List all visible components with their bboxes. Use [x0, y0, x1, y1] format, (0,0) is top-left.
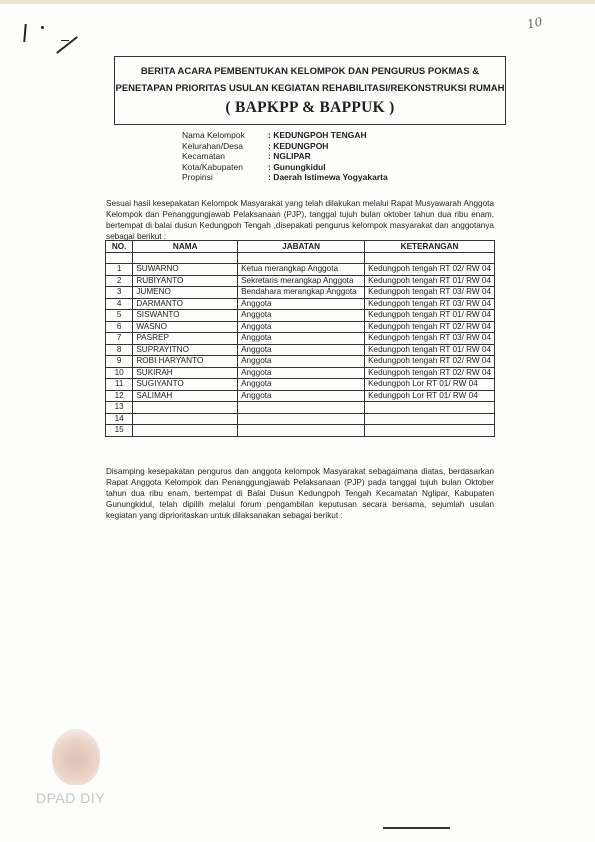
cell-keterangan: Kedungpoh tengah RT 02/ RW 04: [365, 321, 495, 333]
table-row: [106, 390, 495, 402]
identity-label: Nama Kelompok: [182, 130, 245, 140]
cell-keterangan: Kedungpoh tengah RT 02/ RW 04: [365, 367, 495, 379]
signature-line: [383, 827, 450, 829]
cell-jabatan: Anggota: [238, 333, 365, 345]
table-row: [106, 344, 495, 356]
title-line-2: PENETAPAN PRIORITAS USULAN KEGIATAN REHABILITASI/REKONSTRUKSI RUMAH: [115, 83, 505, 94]
table-spacer-row: [106, 253, 495, 264]
cell-keterangan: Kedungpoh tengah RT 02/ RW 04: [365, 356, 495, 368]
table-row: [106, 298, 495, 310]
cell-no: 13: [106, 402, 133, 414]
cell-no: 11: [106, 379, 133, 391]
cell-nama: ROBI HARYANTO: [133, 356, 238, 368]
spacer-cell: [106, 253, 133, 264]
document-title-box: [114, 56, 506, 125]
cell-no: 9: [106, 356, 133, 368]
cell-jabatan: Anggota: [238, 298, 365, 310]
members-table: [105, 240, 495, 437]
cell-keterangan: Kedungpoh tengah RT 03/ RW 04: [365, 298, 495, 310]
pen-mark: [23, 24, 27, 42]
spacer-cell: [133, 253, 238, 264]
cell-no: 2: [106, 275, 133, 287]
identity-label: Kecamatan: [182, 151, 225, 161]
cell-jabatan: Anggota: [238, 321, 365, 333]
title-line-1: BERITA ACARA PEMBENTUKAN KELOMPOK DAN PENGURUS POKMAS &: [140, 66, 480, 77]
cell-no: 1: [106, 264, 133, 276]
table-row: [106, 413, 495, 425]
cell-no: 7: [106, 333, 133, 345]
identity-value: : NGLIPAR: [268, 151, 311, 161]
cell-no: 12: [106, 390, 133, 402]
cell-no: 3: [106, 287, 133, 299]
cell-no: 15: [106, 425, 133, 437]
cell-jabatan: Anggota: [238, 390, 365, 402]
agreement-paragraph: [106, 198, 494, 242]
spacer-cell: [238, 253, 365, 264]
page-number: 10: [525, 14, 544, 32]
cell-nama: WASNO: [133, 321, 238, 333]
cell-nama: SUKIRAH: [133, 367, 238, 379]
table-row: [106, 425, 495, 437]
cell-nama: [133, 413, 238, 425]
header-jabatan: JABATAN: [238, 241, 365, 253]
cell-jabatan: Ketua merangkap Anggota: [238, 264, 365, 276]
identity-label: Propinsi: [182, 172, 213, 182]
table-row: [106, 321, 495, 333]
cell-keterangan: [365, 402, 495, 414]
identity-label: Kelurahan/Desa: [182, 140, 243, 151]
archive-watermark: DPAD DIY: [36, 790, 106, 806]
identity-value: : KEDUNGPOH TENGAH: [268, 130, 367, 140]
cell-no: 10: [106, 367, 133, 379]
table-row: [106, 402, 495, 414]
table-header-row: [106, 241, 495, 253]
cell-no: 8: [106, 344, 133, 356]
page-top-edge: [0, 0, 595, 4]
cell-nama: SUPRAYITNO: [133, 344, 238, 356]
cell-jabatan: [238, 413, 365, 425]
cell-nama: [133, 402, 238, 414]
cell-keterangan: Kedungpoh Lor RT 01/ RW 04: [365, 390, 495, 402]
cell-keterangan: Kedungpoh tengah RT 01/ RW 04: [365, 275, 495, 287]
identity-row: [182, 141, 388, 152]
cell-keterangan: Kedungpoh tengah RT 01/ RW 04: [365, 344, 495, 356]
identity-row: [182, 130, 388, 141]
table-row: [106, 379, 495, 391]
identity-row: [182, 162, 388, 173]
identity-row: [182, 172, 388, 183]
cell-jabatan: Sekretaris merangkap Anggota: [238, 275, 365, 287]
table-row: [106, 310, 495, 322]
identity-label: Kota/Kabupaten: [182, 161, 243, 172]
cell-jabatan: Anggota: [238, 356, 365, 368]
group-identity: [182, 130, 388, 183]
cell-jabatan: [238, 402, 365, 414]
table-row: [106, 356, 495, 368]
table-row: [106, 264, 495, 276]
cell-jabatan: Anggota: [238, 344, 365, 356]
cell-keterangan: [365, 413, 495, 425]
cell-keterangan: Kedungpoh tengah RT 01/ RW 04: [365, 310, 495, 322]
identity-value: : Gunungkidul: [268, 161, 326, 172]
yogyakarta-seal-icon: [52, 729, 100, 785]
header-no: NO.: [106, 241, 133, 253]
table-row: [106, 333, 495, 345]
identity-row: [182, 151, 388, 162]
header-nama: NAMA: [133, 241, 238, 253]
pen-mark: [56, 36, 78, 54]
cell-keterangan: Kedungpoh tengah RT 03/ RW 04: [365, 333, 495, 345]
cell-nama: SALIMAH: [133, 390, 238, 402]
cell-no: 14: [106, 413, 133, 425]
cell-nama: PASREP: [133, 333, 238, 345]
pen-mark: [61, 40, 69, 41]
cell-no: 6: [106, 321, 133, 333]
identity-value: : KEDUNGPOH: [268, 140, 329, 151]
cell-nama: [133, 425, 238, 437]
cell-jabatan: [238, 425, 365, 437]
identity-value: : Daerah Istimewa Yogyakarta: [268, 172, 388, 182]
cell-nama: DARMANTO: [133, 298, 238, 310]
cell-keterangan: Kedungpoh tengah RT 03/ RW 04: [365, 287, 495, 299]
cell-nama: SUGIYANTO: [133, 379, 238, 391]
table-row: [106, 287, 495, 299]
table-row: [106, 367, 495, 379]
cell-keterangan: Kedungpoh tengah RT 02/ RW 04: [365, 264, 495, 276]
cell-nama: SUWARNO: [133, 264, 238, 276]
pen-mark: [41, 26, 44, 29]
table-row: [106, 275, 495, 287]
cell-no: 5: [106, 310, 133, 322]
cell-nama: JUMENO: [133, 287, 238, 299]
agreement-paragraph-text: Sesuai hasil kesepakatan Kelompok Masyarakat yang telah dilakukan melalui Rapat Musyawarah Anggota Kelompok dan Penanggungjawab Pelaksanaan (PJP), tanggal tujuh bulan oktober tahun dua ribu enam, bertempat di balai dusun Kedungpoh Tengah ,disepakati pengurus kelompok masyarakat dan anggotanya sebagai berikut :: [106, 199, 494, 241]
cell-nama: RUBIYANTO: [133, 275, 238, 287]
cell-jabatan: Anggota: [238, 310, 365, 322]
priority-paragraph-text: Disamping kesepakatan pengurus dan anggota kelompok Masyarakat sebagaimana diatas, berdasarkan Rapat Anggota Kelompok dan Penanggungjawab Pelaksanaan (PJP) pada tanggal tujuh bulan Oktober tahun dua ribu enam, bertempat di Balai Dusun Kedungpoh Tengah Kecamatan Nglipar, Kabupaten Gunungkidul, telah dipilih melalui forum pengambilan keputusan secara bersama, sejumlah usulan kegiatan yang diprioritaskan untuk dilaksanakan sebagai berikut :: [106, 467, 494, 520]
cell-nama: SISWANTO: [133, 310, 238, 322]
cell-jabatan: Anggota: [238, 379, 365, 391]
cell-no: 4: [106, 298, 133, 310]
spacer-cell: [365, 253, 495, 264]
cell-jabatan: Bendahara merangkap Anggota: [238, 287, 365, 299]
cell-keterangan: [365, 425, 495, 437]
priority-paragraph: [106, 466, 494, 521]
cell-jabatan: Anggota: [238, 367, 365, 379]
header-keterangan: KETERANGAN: [365, 241, 495, 253]
title-acronym: ( BAPKPP & BAPPUK ): [225, 99, 395, 116]
cell-keterangan: Kedungpoh Lor RT 01/ RW 04: [365, 379, 495, 391]
